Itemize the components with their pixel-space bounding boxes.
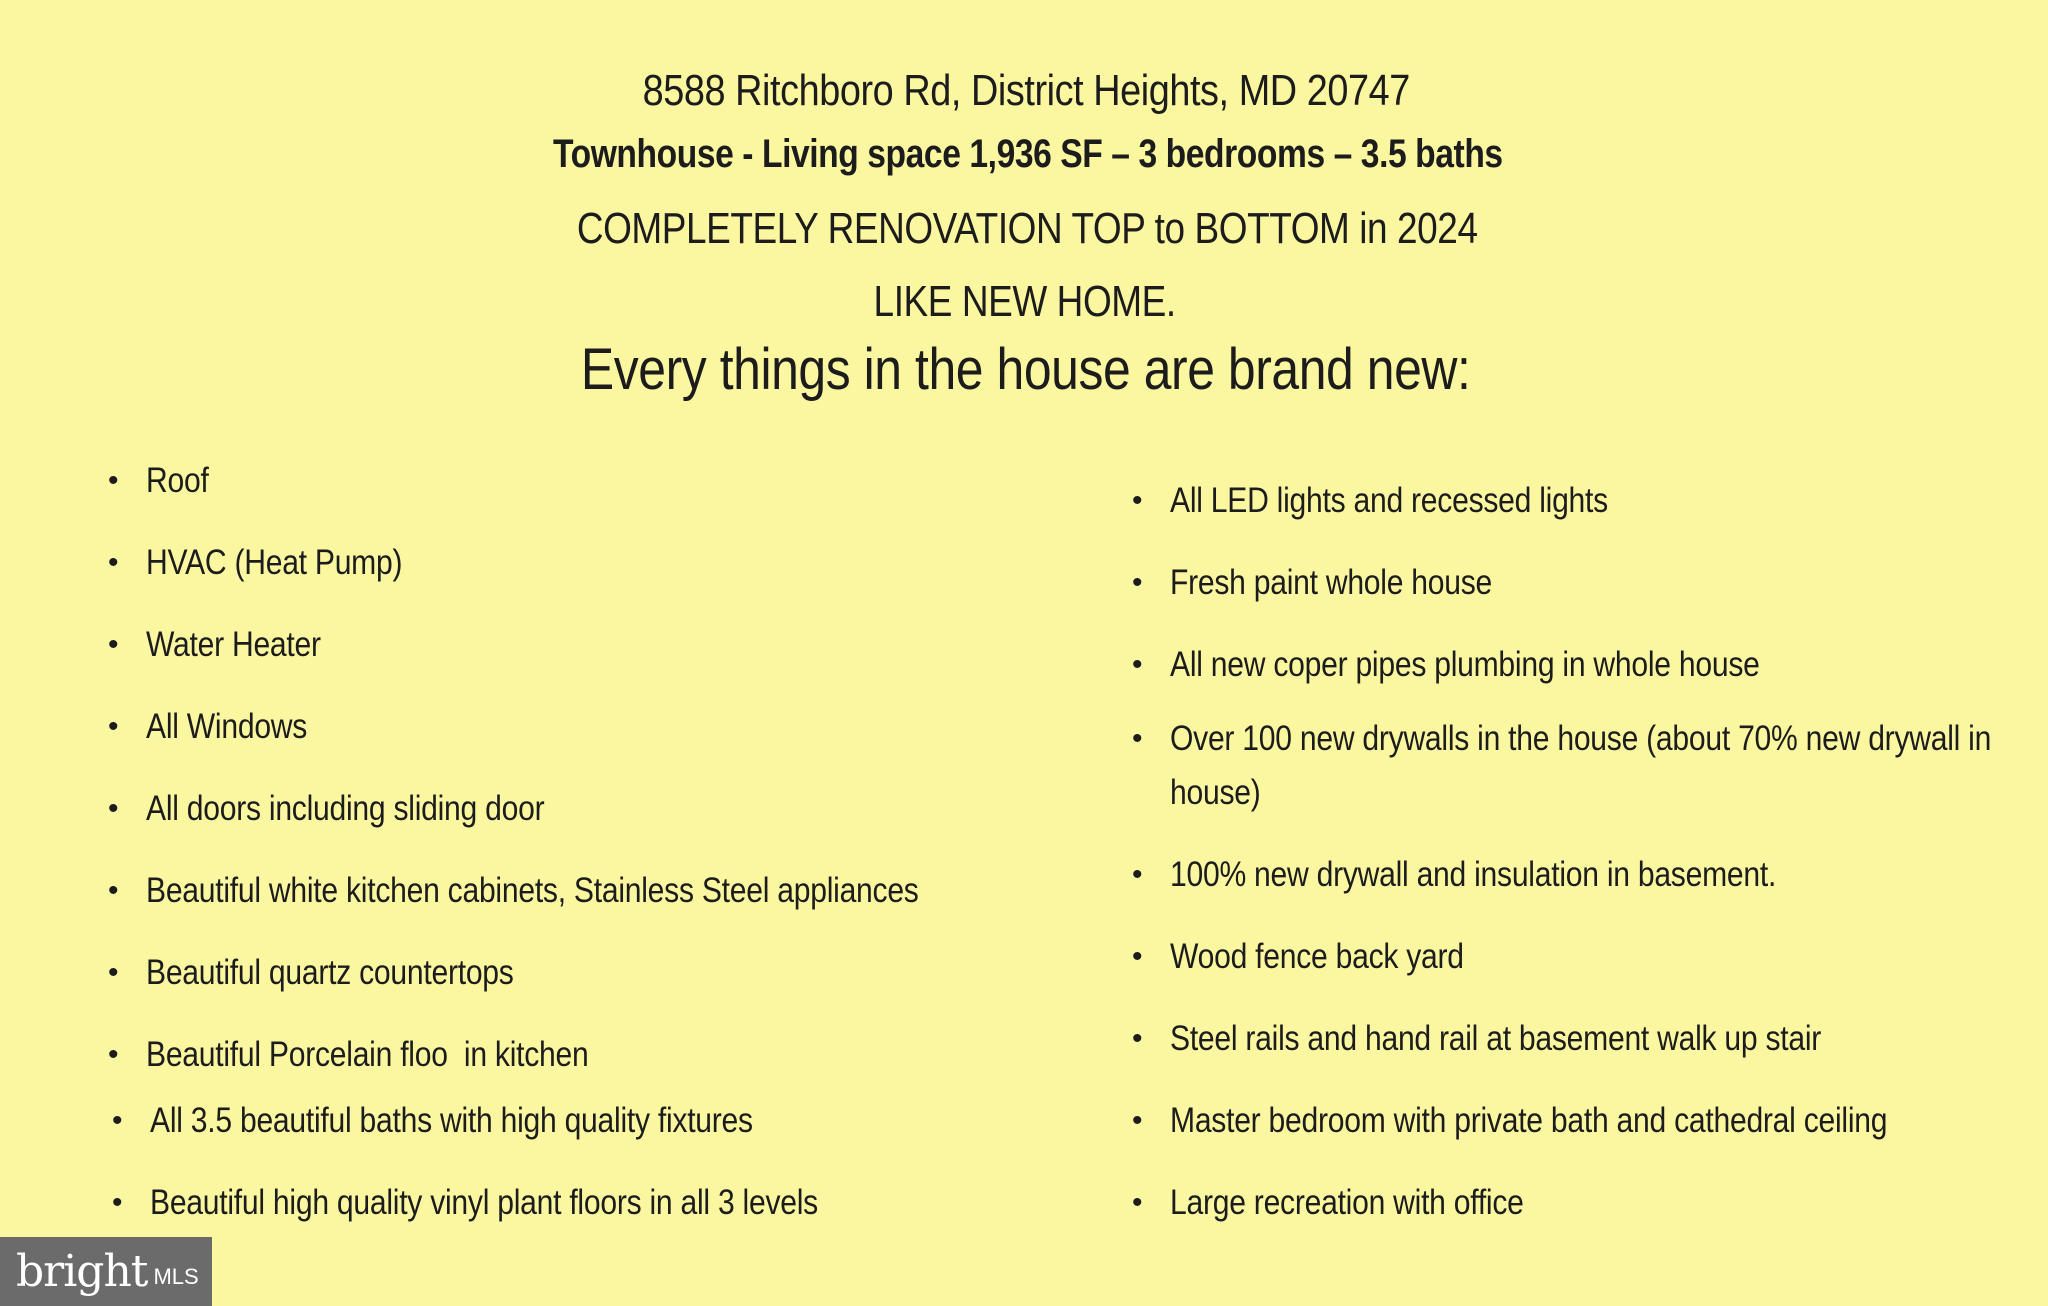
watermark-brand: bright	[16, 1246, 148, 1297]
list-item: • Over 100 new drywalls in the house (about 70% new drywall in house)	[1132, 712, 2048, 820]
bullet-icon: •	[1132, 940, 1143, 973]
property-address: 8588 Ritchboro Rd, District Heights, MD 20747	[642, 66, 1410, 115]
bullet-icon: •	[108, 710, 119, 743]
features-list-right	[1132, 474, 2032, 1258]
list-item: • All LED lights and recessed lights	[1132, 474, 2032, 528]
property-summary: Townhouse - Living space 1,936 SF – 3 bedrooms – 3.5 baths	[552, 132, 1503, 176]
bullet-icon: •	[1132, 1022, 1143, 1055]
list-item: • Roof	[108, 454, 1008, 508]
features-headline: Every things in the house are brand new:	[580, 337, 1471, 402]
list-item: • Steel rails and hand rail at basement walk up stair	[1132, 1012, 2032, 1066]
bullet-icon: •	[1132, 566, 1143, 599]
list-item: • All doors including sliding door	[108, 782, 1008, 836]
list-item: • Water Heater	[108, 618, 1008, 672]
bullet-icon: •	[112, 1104, 123, 1137]
bullet-icon: •	[112, 1186, 123, 1219]
bullet-icon: •	[1132, 648, 1143, 681]
bullet-icon: •	[108, 546, 119, 579]
list-item: • All Windows	[108, 700, 1008, 754]
list-item: • Large recreation with office	[1132, 1176, 2032, 1230]
renovation-note: COMPLETELY RENOVATION TOP to BOTTOM in 2024	[576, 204, 1478, 253]
like-new-note: LIKE NEW HOME.	[873, 277, 1176, 326]
bullet-icon: •	[1132, 484, 1143, 517]
bullet-icon: •	[108, 792, 119, 825]
list-item: • Beautiful quartz countertops	[108, 946, 1008, 1000]
watermark-suffix: MLS	[153, 1263, 199, 1289]
list-item: • All new coper pipes plumbing in whole house	[1132, 638, 2032, 692]
bullet-icon: •	[1132, 722, 1143, 755]
bullet-icon: •	[108, 956, 119, 989]
bullet-icon: •	[108, 874, 119, 907]
bullet-icon: •	[108, 464, 119, 497]
list-item: • Beautiful white kitchen cabinets, Stainless Steel appliances	[108, 864, 1008, 918]
bullet-icon: •	[1132, 1186, 1143, 1219]
features-list-left	[108, 454, 1008, 1258]
list-item: • Wood fence back yard	[1132, 930, 2032, 984]
list-item: • All 3.5 beautiful baths with high quality fixtures	[112, 1094, 1008, 1148]
list-item: • 100% new drywall and insulation in basement.	[1132, 848, 2032, 902]
list-item: • Fresh paint whole house	[1132, 556, 2032, 610]
bullet-icon: •	[108, 628, 119, 661]
list-item: • HVAC (Heat Pump)	[108, 536, 1008, 590]
list-item: • Beautiful Porcelain floo in kitchen	[108, 1028, 1008, 1082]
bullet-icon: •	[1132, 858, 1143, 891]
list-item: • Master bedroom with private bath and cathedral ceiling	[1132, 1094, 2032, 1148]
bullet-icon: •	[108, 1038, 119, 1071]
bright-mls-watermark	[0, 1237, 212, 1306]
bullet-icon: •	[1132, 1104, 1143, 1137]
list-item: • Beautiful high quality vinyl plant floors in all 3 levels	[112, 1176, 1008, 1230]
